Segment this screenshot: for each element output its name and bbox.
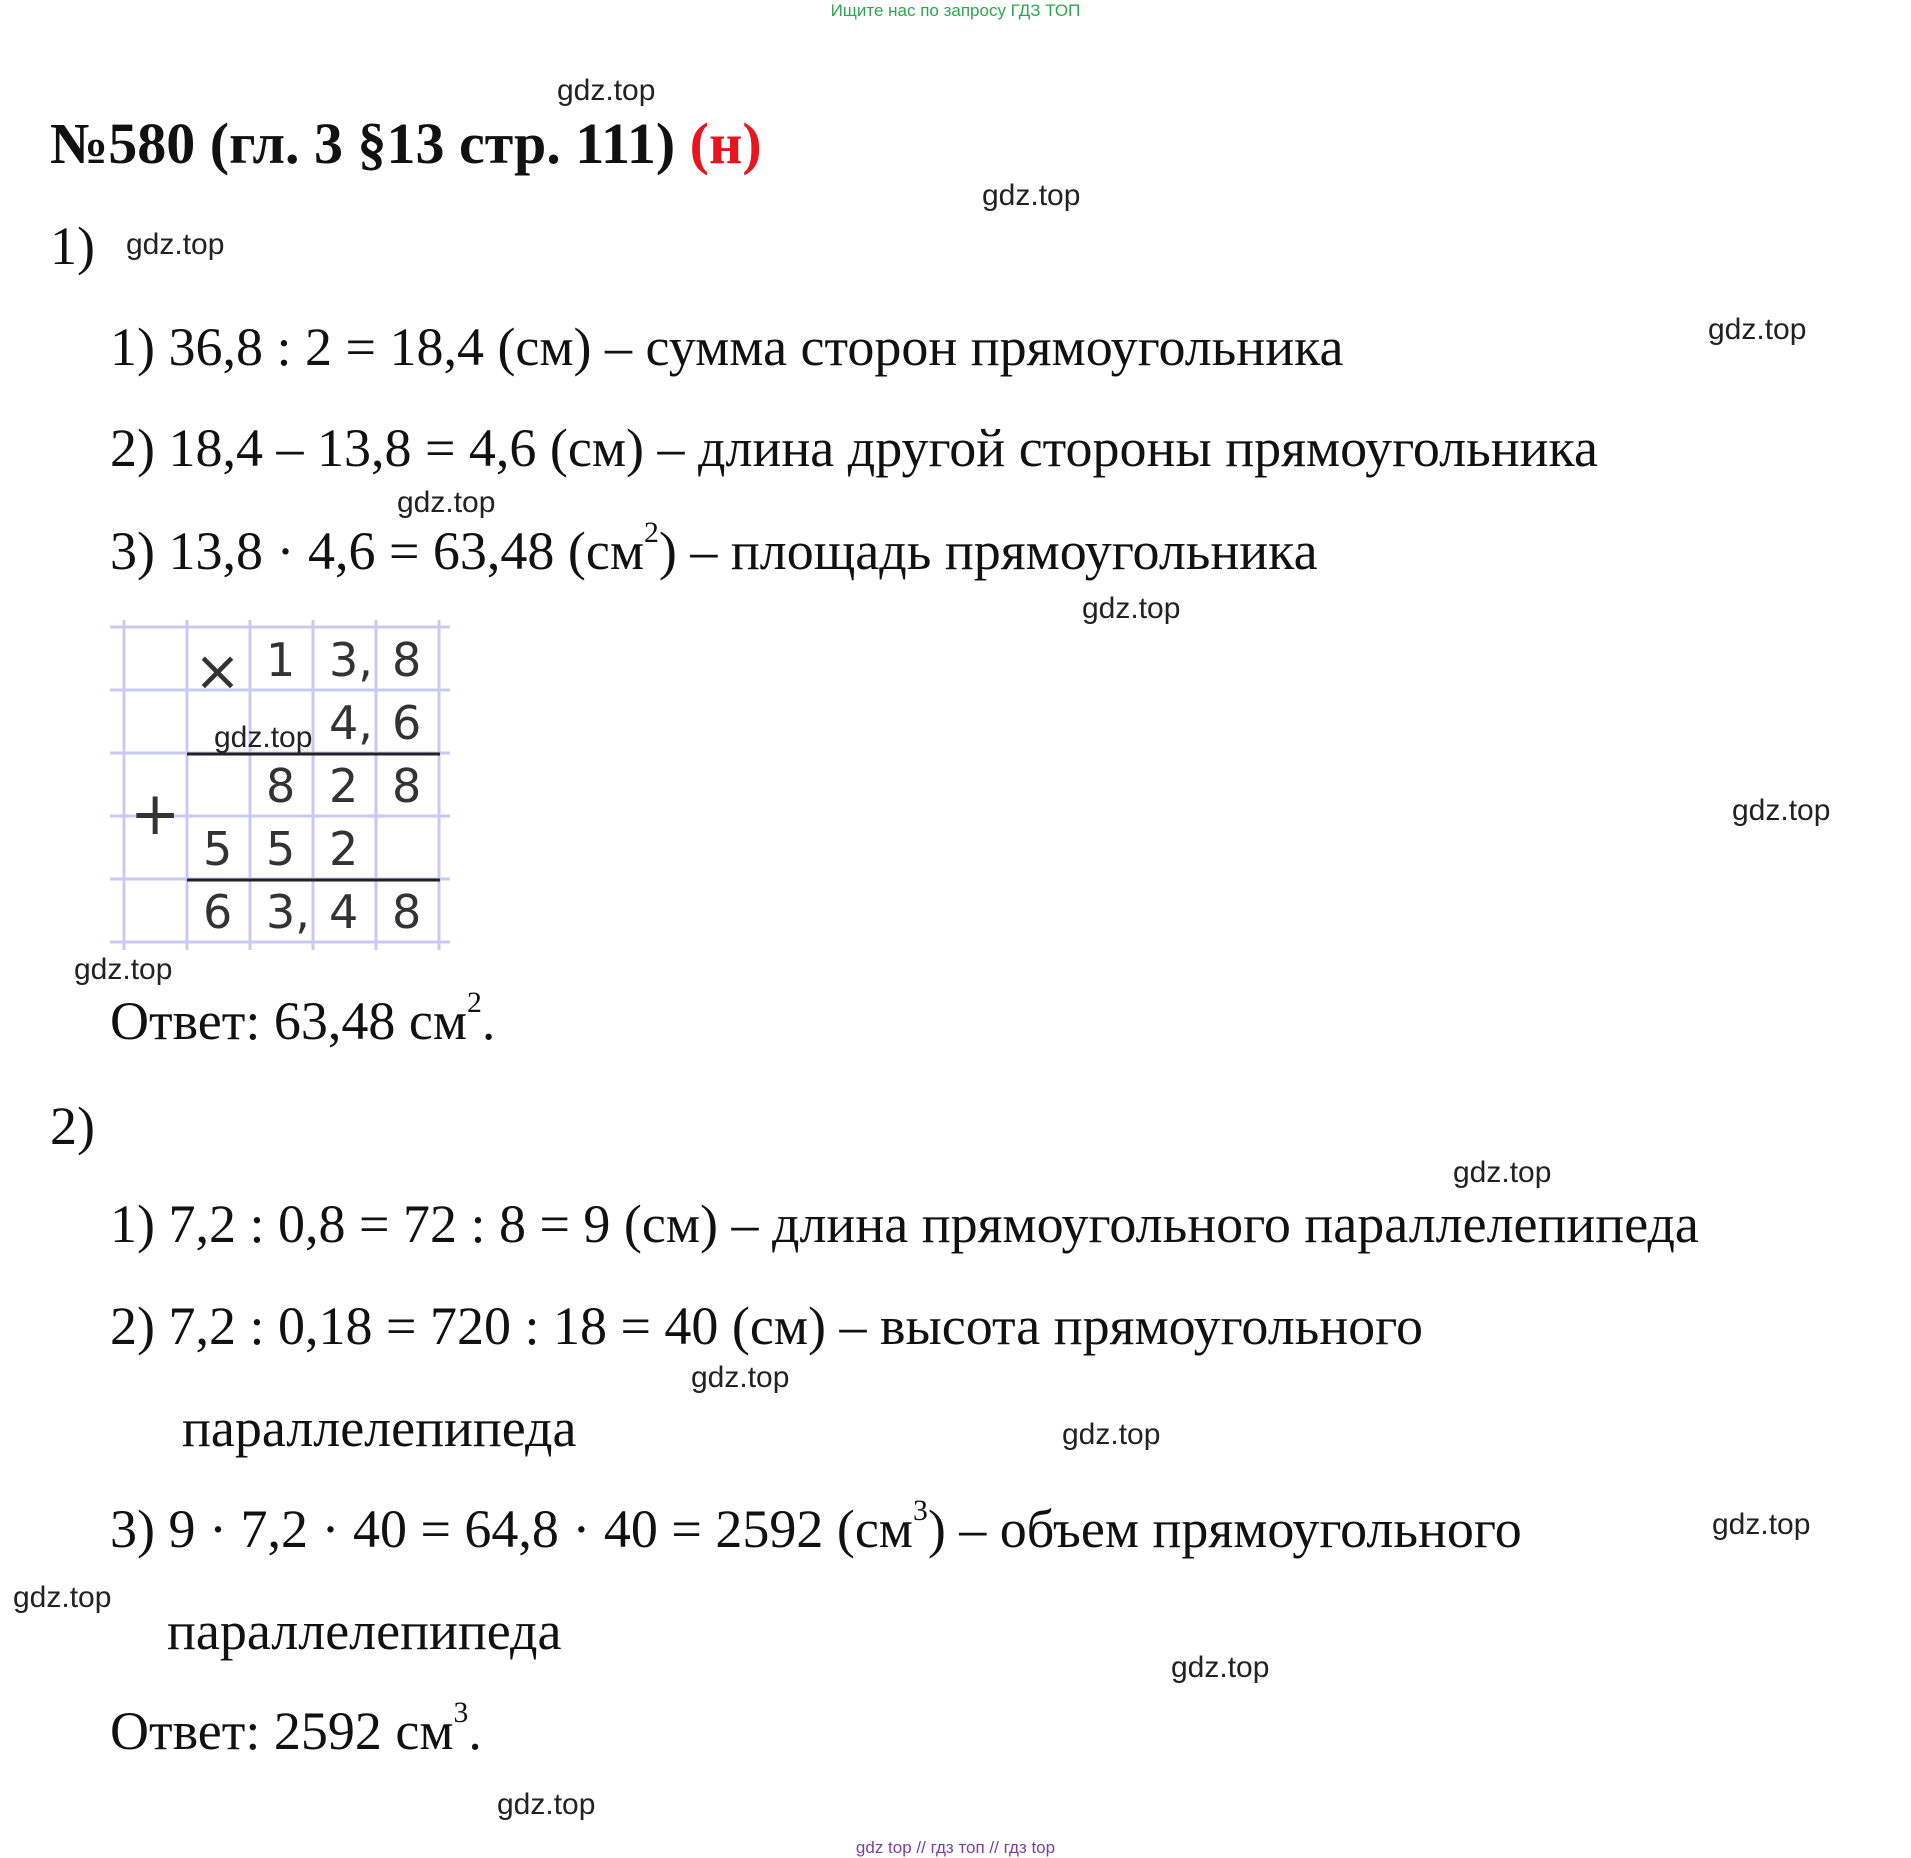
watermark: gdz.top (982, 179, 1081, 212)
add-sign: + (130, 779, 181, 849)
part1-step-2: 2) 18,4 – 13,8 = 4,6 (см) – длина другой стороны прямоугольника (110, 418, 1598, 478)
digit-r5-c1: 6 (203, 885, 233, 939)
footer: gdz top // гдз топ // гдз top (855, 1838, 1056, 1857)
part2-step-1: 1) 7,2 : 0,8 = 72 : 8 = 9 (см) – длина прямоугольного параллелепипеда (110, 1194, 1699, 1254)
part2-step-3-cont: параллелепипеда (167, 1601, 562, 1661)
digit-r5-c3: 4 (329, 885, 359, 939)
watermark: gdz.top (1171, 1651, 1270, 1684)
part2-answer-text: Ответ: 2592 см (110, 1701, 454, 1761)
part1-answer-text: Ответ: 63,48 см (110, 991, 467, 1051)
digit-r5-c4: 8 (392, 885, 422, 939)
watermark: gdz.top (497, 1788, 596, 1821)
watermark: gdz.top (1062, 1418, 1161, 1451)
watermark: gdz.top (126, 228, 225, 261)
part2-step-2: 2) 7,2 : 0,18 = 720 : 18 = 40 (см) – высота прямоугольного (110, 1296, 1423, 1356)
digit-r5-c2: 3, (266, 885, 310, 939)
part2-label: 2) (50, 1096, 95, 1156)
digit-r3-c2: 2 (329, 759, 359, 813)
part1-step3-sup: 2 (644, 517, 659, 550)
part2-step3-sup: 3 (912, 1495, 928, 1528)
watermark: gdz.top (13, 1581, 112, 1614)
part2-answer (110, 1697, 482, 1762)
watermark: gdz.top (691, 1361, 790, 1394)
part2-step3-tail: ) – объем прямоугольного (927, 1499, 1522, 1559)
part2-step-3 (110, 1495, 1522, 1560)
watermark: gdz.top (1732, 794, 1831, 827)
part1-step-3 (110, 517, 1318, 582)
digit-r4-c3: 2 (329, 822, 359, 876)
digit-r1-c2: 3, (329, 633, 373, 687)
multiply-sign: × (194, 639, 241, 704)
digit-r3-c1: 8 (266, 759, 296, 813)
watermark: gdz.top (74, 953, 173, 986)
title-text: №580 (гл. 3 §13 стр. 111) (50, 111, 690, 176)
digit-r4-c2: 5 (266, 822, 296, 876)
watermark: gdz.top (557, 74, 656, 107)
multiplication-grid (110, 620, 450, 950)
part1-answer-tail: . (481, 991, 496, 1051)
multiplication-grid-svg (110, 620, 450, 950)
top-banner: Ищите нас по запросу ГДЗ ТОП (830, 1, 1081, 20)
part1-answer-sup: 2 (467, 987, 482, 1020)
part2-step-2-cont: параллелепипеда (182, 1398, 577, 1458)
part1-answer (110, 987, 496, 1052)
watermark: gdz.top (1708, 313, 1807, 346)
digit-r2-c1: 4, (329, 696, 373, 750)
digit-r3-c3: 8 (392, 759, 422, 813)
watermark: gdz.top (1453, 1156, 1552, 1189)
part2-answer-sup: 3 (453, 1697, 469, 1730)
watermark: gdz.top (1082, 592, 1181, 625)
part2-step3-text: 3) 9 · 7,2 · 40 = 64,8 · 40 = 2592 (см (110, 1499, 913, 1559)
digit-r1-c3: 8 (392, 633, 422, 687)
part1-step-1: 1) 36,8 : 2 = 18,4 (см) – сумма сторон прямоугольника (110, 317, 1344, 377)
watermark: gdz.top (214, 721, 313, 754)
page-title (50, 110, 762, 177)
watermark: gdz.top (397, 486, 496, 519)
part2-answer-tail: . (468, 1701, 482, 1761)
title-mark: (н) (689, 111, 762, 176)
part1-label: 1) (50, 216, 95, 276)
digit-r1-c1: 1 (266, 633, 296, 687)
part1-step3-tail: ) – площадь прямоугольника (658, 521, 1318, 581)
watermark: gdz.top (1712, 1508, 1811, 1541)
digit-r2-c2: 6 (392, 696, 422, 750)
part1-step3-text: 3) 13,8 · 4,6 = 63,48 (см (110, 521, 645, 581)
digit-r4-c1: 5 (203, 822, 233, 876)
